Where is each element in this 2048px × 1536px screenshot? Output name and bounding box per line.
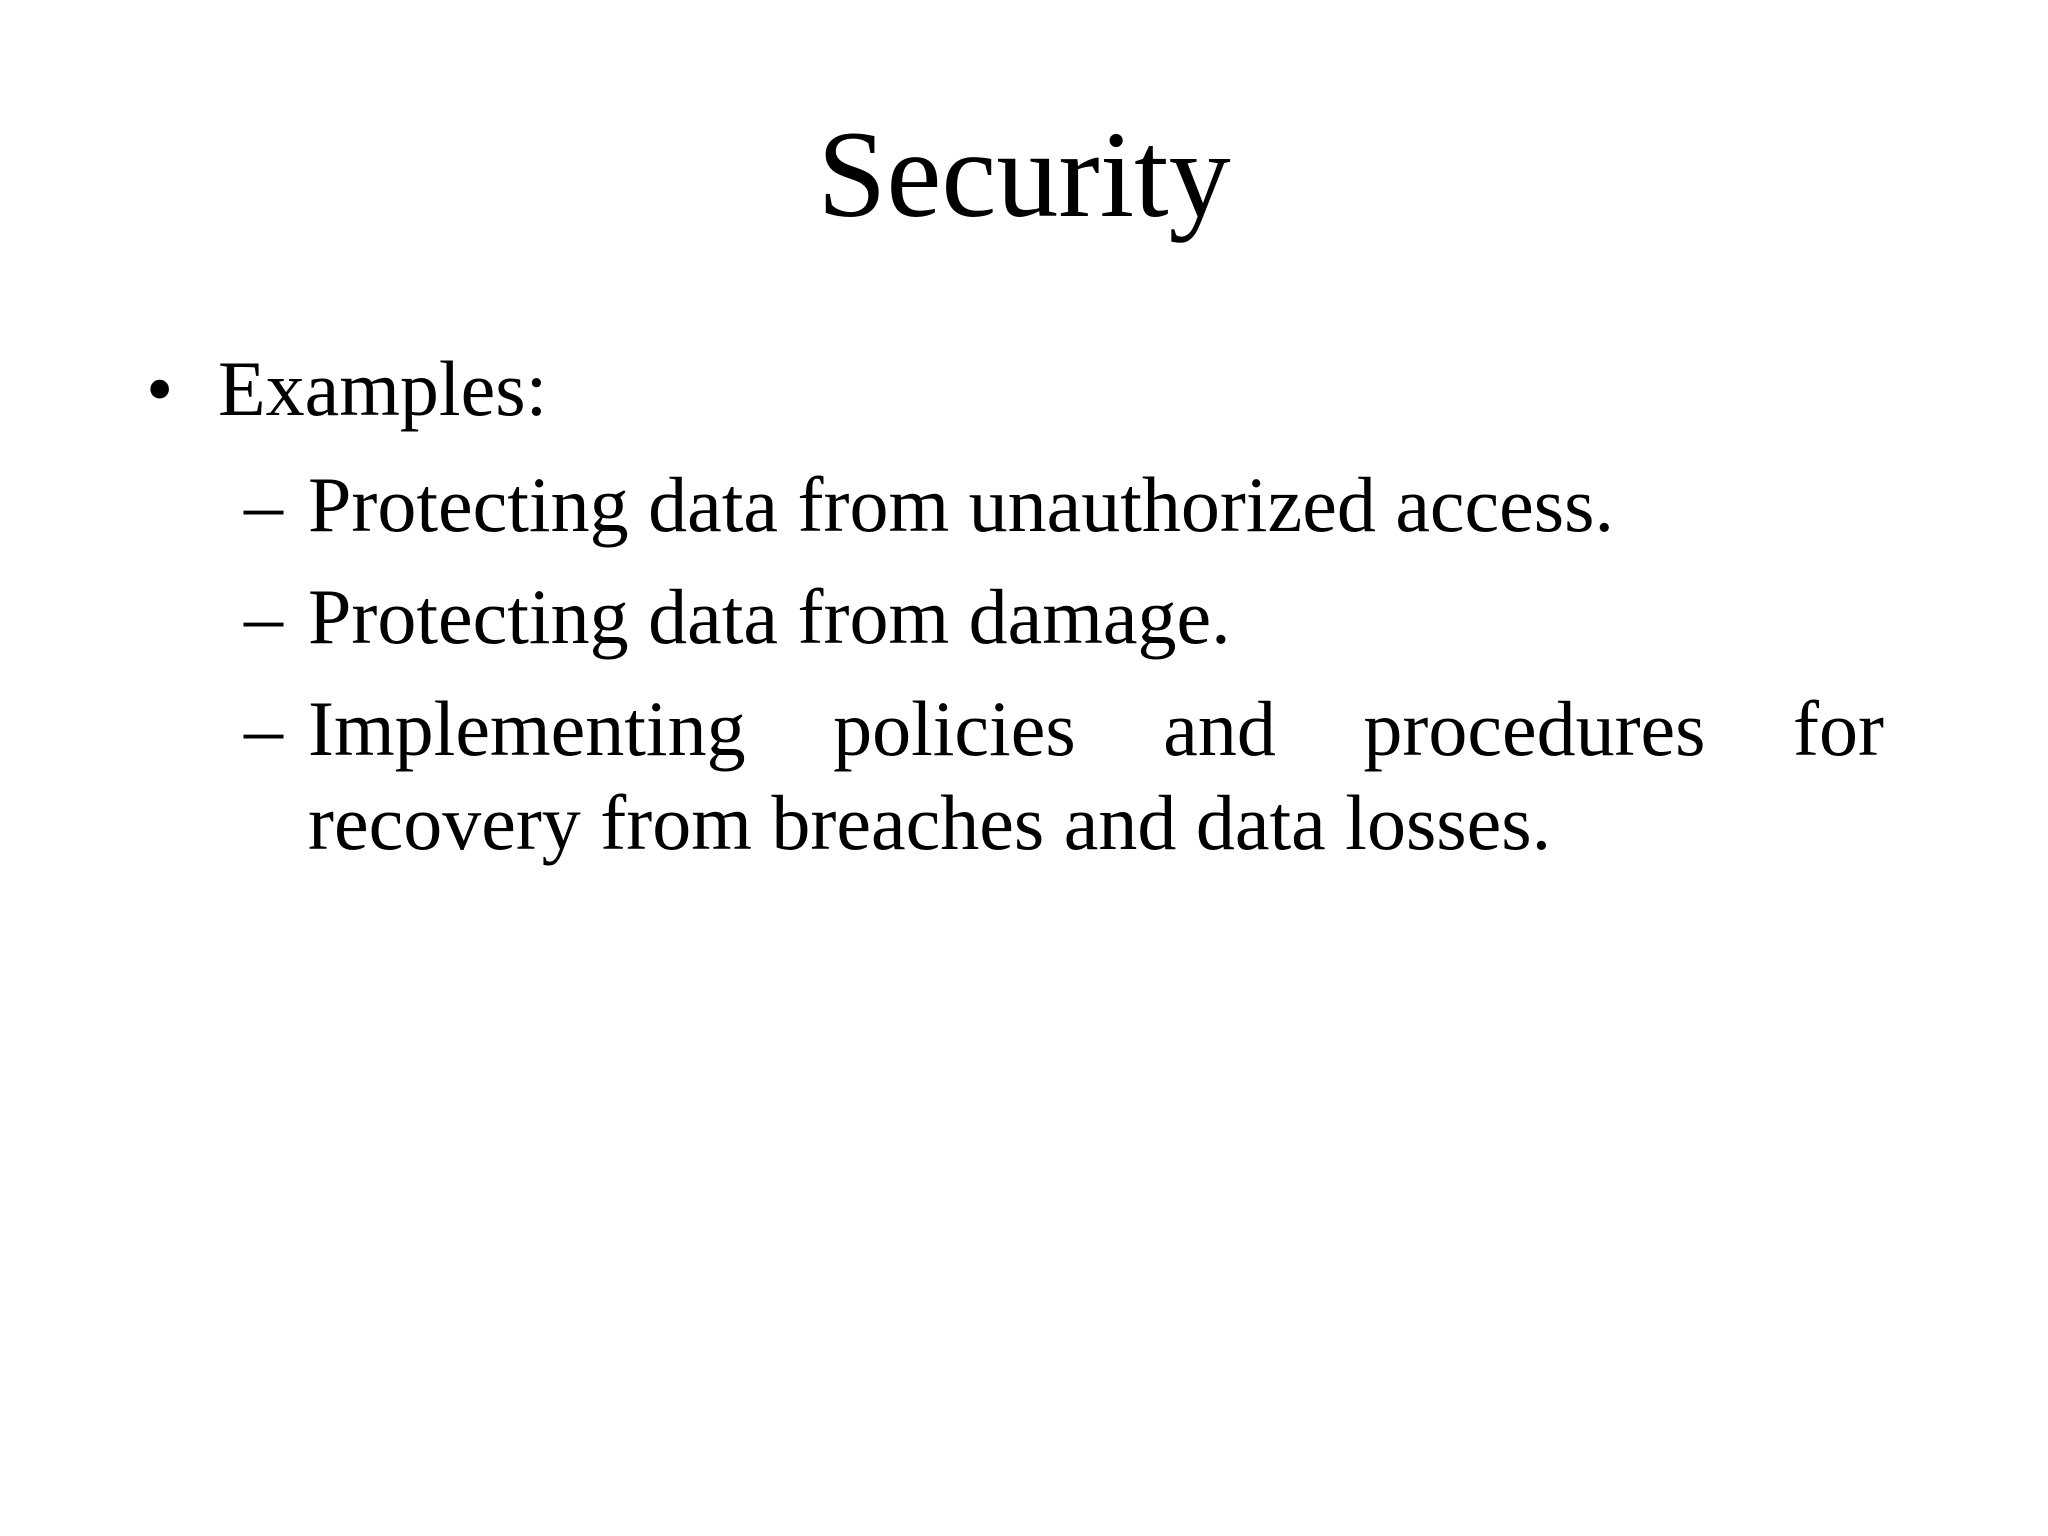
subitem-damage — [244, 570, 1884, 664]
subitem-policies-procedures — [244, 682, 1884, 870]
subitem-unauthorized-access — [244, 458, 1884, 552]
bullet-text: Examples: — [218, 345, 548, 432]
subitem-text: Protecting data from unauthorized access. — [308, 461, 1615, 548]
dash-icon: – — [244, 573, 283, 660]
bullet-icon: • — [146, 345, 174, 432]
slide-title: Security — [817, 106, 1231, 243]
dash-icon: – — [244, 685, 283, 772]
subitem-text: Implementing policies and procedures for recovery from breaches and data losses. — [308, 685, 1884, 866]
subitem-text: Protecting data from damage. — [308, 573, 1231, 660]
bullet-item-examples — [146, 344, 547, 434]
dash-icon: – — [244, 461, 283, 548]
